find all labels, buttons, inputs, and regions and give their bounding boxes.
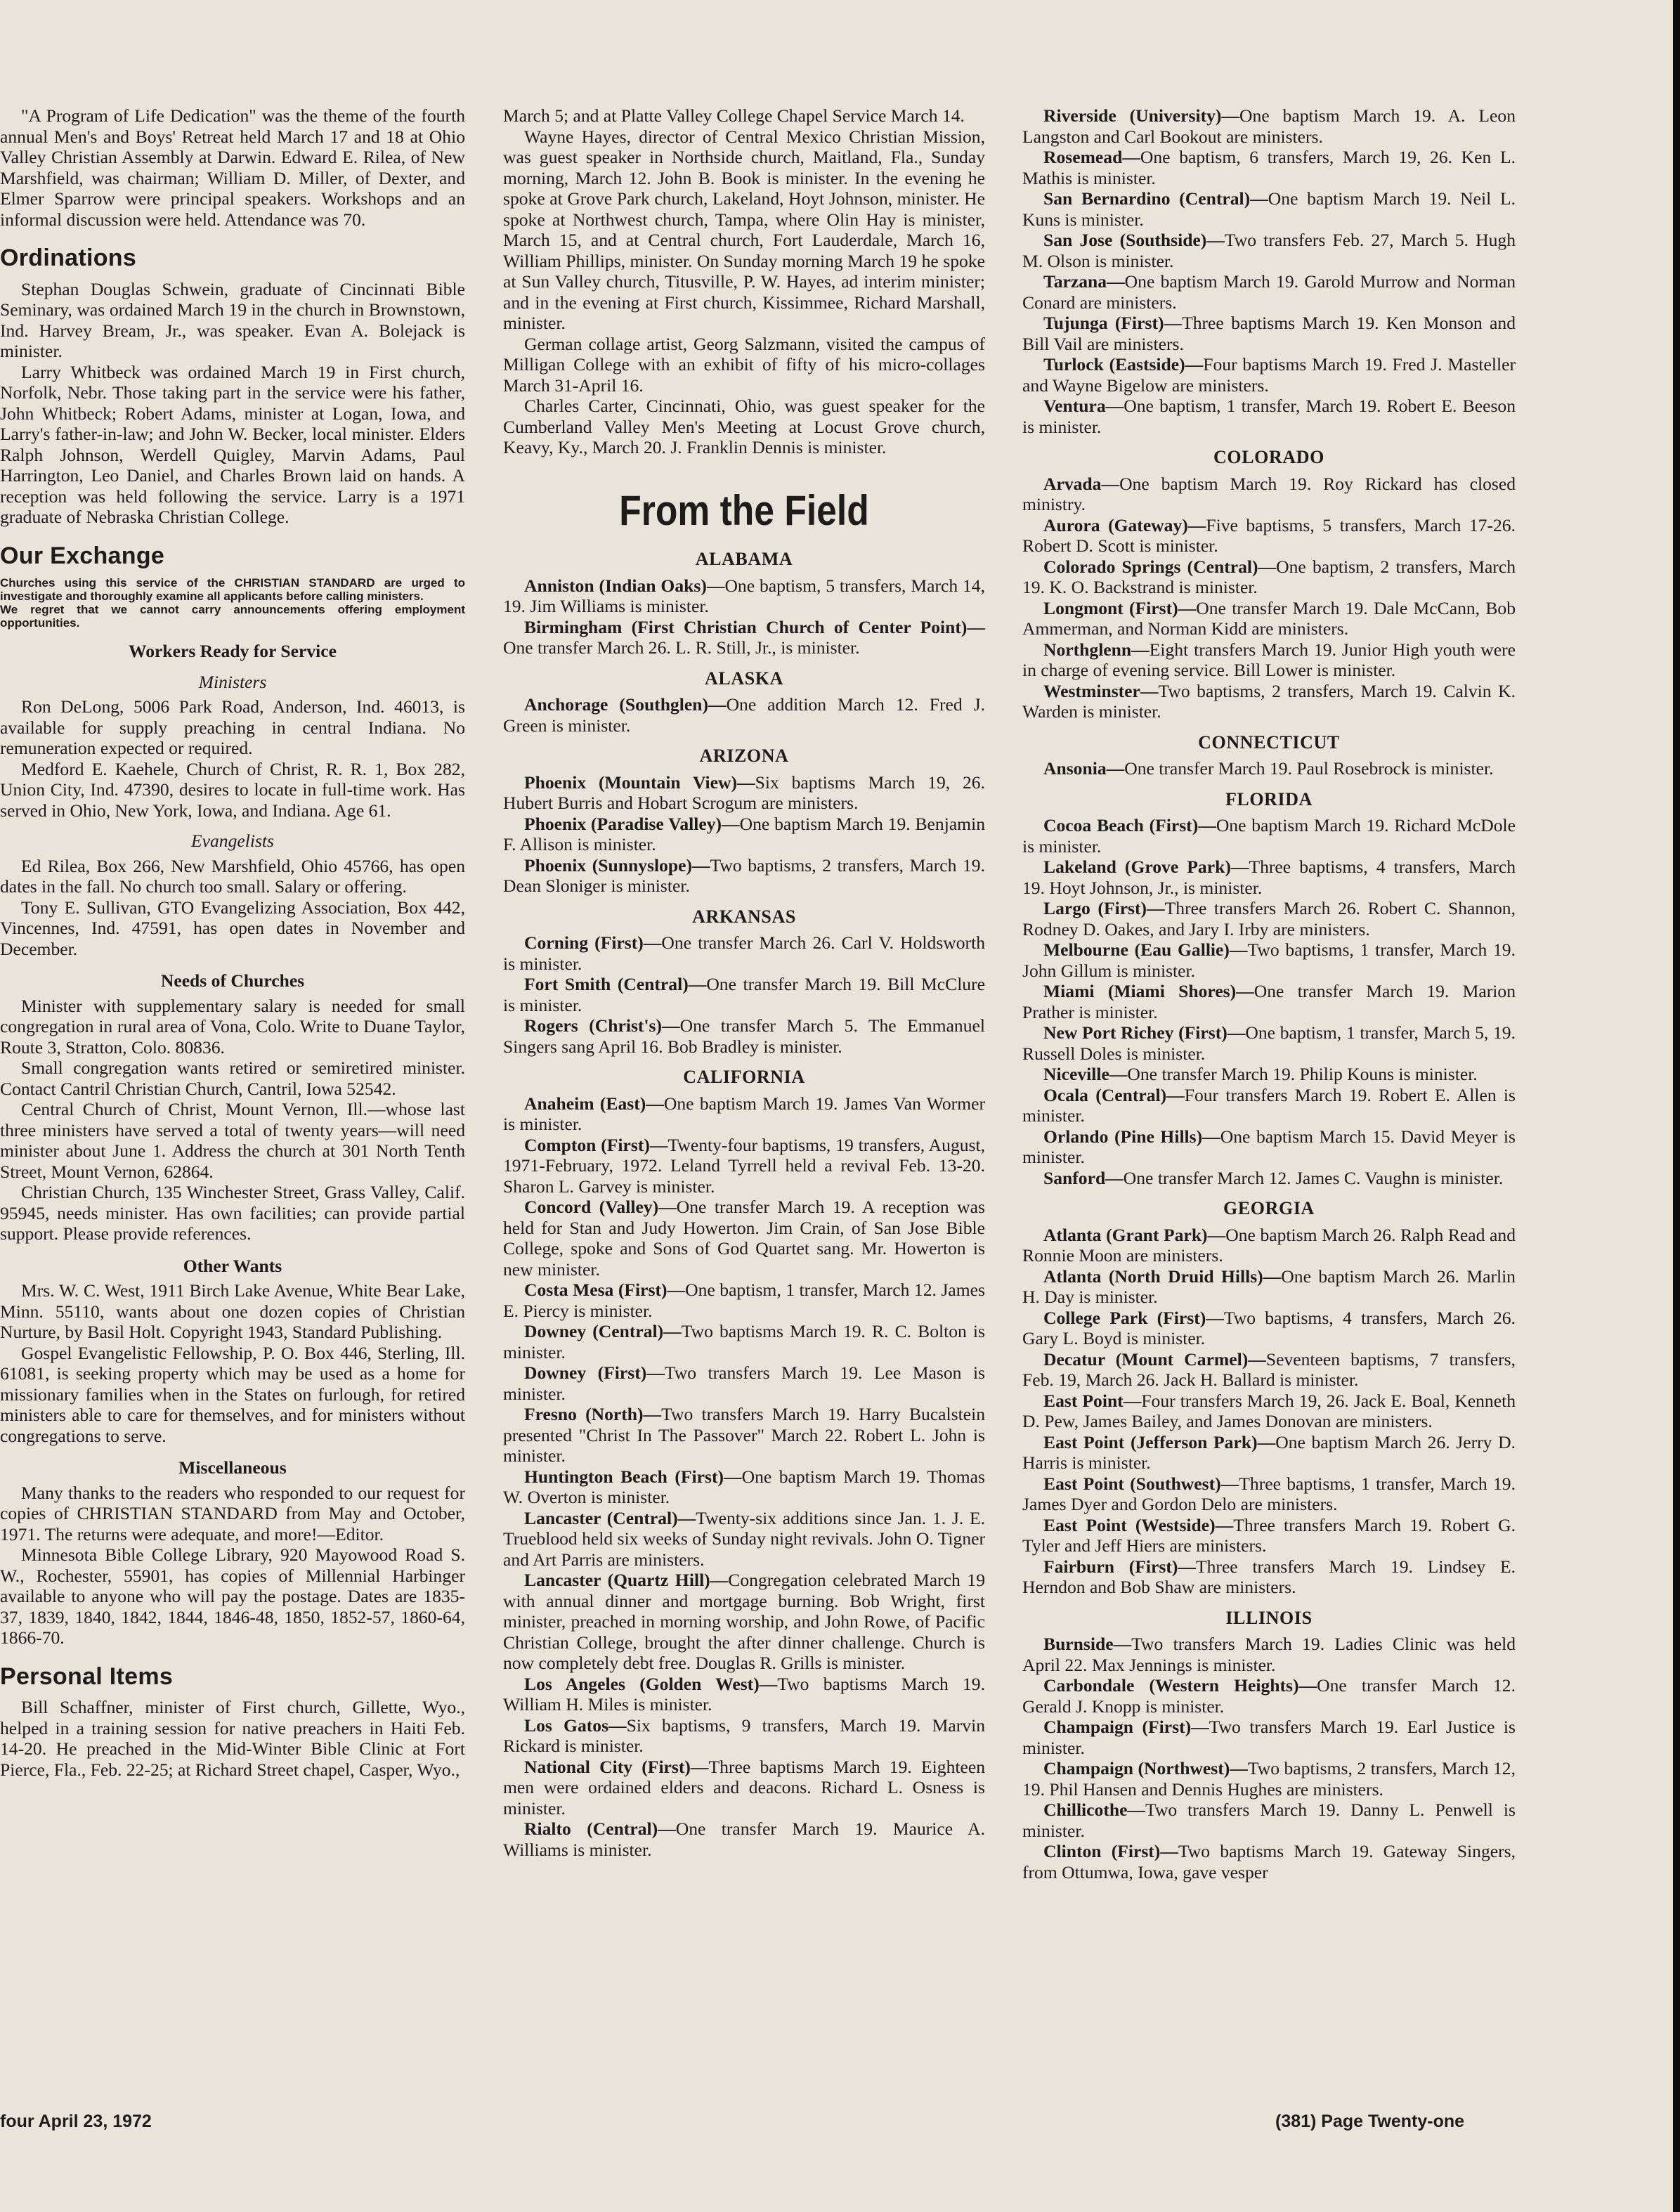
paragraph: Ventura—One baptism, 1 transfer, March 19. Robert E. Beeson is minister. [1022,396,1516,437]
misc-list [0,1483,465,1648]
paragraph: San Bernardino (Central)—One baptism March 19. Neil L. Kuns is minister. [1022,188,1516,230]
paragraph: Tarzana—One baptism March 19. Garold Murrow and Norman Conard are ministers. [1022,271,1516,313]
ministers-heading: Ministers [198,671,267,692]
ordinations-heading: Ordinations [0,245,137,271]
paragraph: Mrs. W. C. West, 1911 Birch Lake Avenue, White Bear Lake, Minn. 55110, wants about one dozen copies of Christian Nurture, by Basil Holt. Copyright 1943, Standard Publishing. [0,1280,465,1342]
paragraph: Charles Carter, Cincinnati, Ohio, was guest speaker for the Cumberland Valley Men's Meeting at Locust Grove church, Keavy, Ky., March 20. J. Franklin Dennis is minister. [503,396,985,457]
state-heading-florida: FLORIDA [1225,788,1313,809]
arkansas-list [503,932,985,1057]
paragraph: Lancaster (Central)—Twenty-six additions since Jan. 1. J. E. Trueblood held six weeks of Sunday night revivals. John O. Tigner and Art Parris are ministers. [503,1507,986,1570]
paragraph: Rialto (Central)—One transfer March 19. Maurice A. Williams is minister. [503,1819,985,1860]
paragraph: Decatur (Mount Carmel)—Seventeen baptisms, 7 transfers, Feb. 19, March 26. Jack H. Ballard is minister. [1022,1348,1516,1390]
paragraph: March 5; and at Platte Valley College Chapel Service March 14. [503,105,965,126]
paragraph: Rogers (Christ's)—One transfer March 5. The Emmanuel Singers sang April 16. Bob Bradley is minister. [503,1015,985,1057]
paragraph: Downey (Central)—Two baptisms March 19. R. C. Bolton is minister. [503,1321,985,1362]
paragraph: Ron DeLong, 5006 Park Road, Anderson, Ind. 46013, is available for supply preaching in central Indiana. No remuneration expected or required. [0,696,465,758]
paragraph: Fort Smith (Central)—One transfer March 19. Bill McClure is minister. [503,974,985,1015]
paragraph: East Point (Jefferson Park)—One baptism March 26. Jerry D. Harris is minister. [1022,1431,1516,1473]
paragraph: East Point (Westside)—Three transfers March 19. Robert G. Tyler and Jeff Hiers are ministers. [1022,1514,1516,1556]
paragraph: Small congregation wants retired or semiretired minister. Contact Cantril Christian Church, Cantril, Iowa 52542. [0,1058,465,1099]
paragraph: Niceville—One transfer March 19. Philip Kouns is minister. [1043,1064,1478,1084]
paragraph: Arvada—One baptism March 19. Roy Rickard has closed ministry. [1022,473,1516,514]
exchange-heading: Our Exchange [0,542,165,569]
paragraph: Costa Mesa (First)—One baptism, 1 transfer, March 12. James E. Piercy is minister. [503,1280,985,1321]
arizona-list [503,772,985,897]
state-heading-arkansas: ARKANSAS [692,906,796,927]
paragraph: East Point—Four transfers March 19, 26. Jack E. Boal, Kenneth D. Pew, James Bailey, and James Donovan are ministers. [1022,1390,1516,1431]
paragraph: Los Angeles (Golden West)—Two baptisms March 19. William H. Miles is minister. [503,1673,985,1715]
paragraph: Ansonia—One transfer March 19. Paul Rosebrock is minister. [1043,758,1494,779]
paragraph: Larry Whitbeck was ordained March 19 in First church, Norfolk, Nebr. Those taking part in the service were his father, John Whitbeck; Robert Adams, minister at Logan, Iowa, and Larry's father-in-law; and John W. Becker, local minister. Elders Ralph Johnson, Werdell Quigley, Marvin Adams, Paul Harrington, Leo Daniel, and Charles Brown laid on hands. A reception was held following the service. Larry is a 1971 graduate of Nebraska Christian College. [0,361,465,527]
paragraph: Phoenix (Paradise Valley)—One baptism March 19. Benjamin F. Allison is minister. [503,813,985,854]
paragraph: Fresno (North)—Two transfers March 19. Harry Bucalstein presented "Christ In The Passover" March 22. Robert L. John is minister. [503,1404,985,1466]
needs-list [0,996,465,1244]
paragraph: Corning (First)—One transfer March 26. Carl V. Holdsworth is minister. [503,932,985,974]
paragraph: Tujunga (First)—Three baptisms March 19. Ken Monson and Bill Vail are ministers. [1022,313,1516,354]
paragraph: Colorado Springs (Central)—One baptism, 2 transfers, March 19. K. O. Backstrand is minister. [1022,556,1516,597]
alabama-list [503,575,985,658]
paragraph: San Jose (Southside)—Two transfers Feb. 27, March 5. Hugh M. Olson is minister. [1022,230,1516,271]
paragraph: Los Gatos—Six baptisms, 9 transfers, March 19. Marvin Rickard is minister. [503,1715,985,1756]
paragraph: Chillicothe—Two transfers March 19. Danny L. Penwell is minister. [1022,1800,1516,1841]
paragraph: Minnesota Bible College Library, 920 Mayowood Road S. W., Rochester, 55901, has copies of Millennial Harbinger available to anyone who will pay the postage. Dates are 1835-37, 1839, 1840, 1842, 1844, 1846-48, 1850, 1852-57, 1860-64, 1866-70. [0,1544,465,1648]
paragraph: Anchorage (Southglen)—One addition March 12. Fred J. Green is minister. [503,694,985,736]
paragraph: College Park (First)—Two baptisms, 4 transfers, March 26. Gary L. Boyd is minister. [1022,1307,1516,1348]
footer-page-number: (381) Page Twenty-one [1275,2112,1465,2131]
paragraph: Ocala (Central)—Four transfers March 19. Robert E. Allen is minister. [1022,1084,1516,1126]
paragraph: Huntington Beach (First)—One baptism March 19. Thomas W. Overton is minister. [503,1466,985,1507]
paragraph: German collage artist, Georg Salzmann, visited the campus of Milligan College with an exhibit of fifty of his micro-collages March 31-April 16. [503,333,985,396]
paragraph: Longmont (First)—One transfer March 19. Dale McCann, Bob Ammerman, and Norman Kidd are ministers. [1022,597,1516,639]
page-edge [1673,0,1680,2212]
state-heading-arizona: ARIZONA [699,746,789,766]
paragraph: Compton (First)—Twenty-four baptisms, 19 transfers, August, 1971-February, 1972. Leland Tyrrell held a revival Feb. 13-20. Sharon L. Garvey is minister. [503,1134,986,1197]
paragraph: Ed Rilea, Box 266, New Marshfield, Ohio 45766, has open dates in the fall. No church too small. Salary or offering. [0,855,465,897]
paragraph: Riverside (University)—One baptism March 19. A. Leon Langston and Carl Bookout are ministers. [1022,105,1516,147]
paragraph: Phoenix (Mountain View)—Six baptisms March 19, 26. Hubert Burris and Hobart Scrogum are ministers. [503,772,985,813]
evangelists-list [0,856,465,960]
paragraph: We regret that we cannot carry announcements offering employment opportunities. [0,603,465,630]
california-continued-list [1022,105,1516,437]
paragraph: Birmingham (First Christian Church of Center Point)—One transfer March 26. L. R. Still, Jr., is minister. [503,616,985,658]
column-3 [1022,105,1516,1882]
paragraph: Minister with supplementary salary is needed for small congregation in rural area of Vona, Colo. Write to Duane Taylor, Route 3, Stratton, Colo. 80836. [0,995,465,1058]
evangelists-heading: Evangelists [191,831,274,851]
ordinations-list [0,279,465,528]
paragraph: Stephan Douglas Schwein, graduate of Cincinnati Bible Seminary, was ordained March 19 in the church in Brownstown, Ind. Harvey Bream, Jr., was speaker. Evan A. Bolejack is minister. [0,278,465,361]
paragraph: Aurora (Gateway)—Five baptisms, 5 transfers, March 17-26. Robert D. Scott is minister. [1022,514,1516,556]
paragraph: Largo (First)—Three transfers March 26. Robert C. Shannon, Rodney D. Oakes, and Jary I. Irby are ministers. [1022,898,1516,939]
paragraph: Churches using this service of the CHRISTIAN STANDARD are urged to investigate and thoroughly examine all applicants before calling ministers. [0,576,465,603]
paragraph: Fairburn (First)—Three transfers March 19. Lindsey E. Herndon and Bob Shaw are ministers. [1022,1556,1516,1597]
paragraph: Champaign (First)—Two transfers March 19. Earl Justice is minister. [1022,1717,1516,1758]
paragraph: East Point (Southwest)—Three baptisms, 1 transfer, March 19. James Dyer and Gordon Delo are ministers. [1022,1473,1516,1514]
paragraph: "A Program of Life Dedication" was the theme of the fourth annual Men's and Boys' Retreat held March 17 and 18 at Ohio Valley Christian Assembly at Darwin. Edward E. Rilea, of New Marshfield, was chairman; William D. Miller, of Dexter, and Elmer Sparrow were principal speakers. Workshops and an informal discussion were held. Attendance was 70. [0,105,465,230]
florida-list [1022,815,1516,1188]
paragraph: Medford E. Kaehele, Church of Christ, R. R. 1, Box 282, Union City, Ind. 47390, desires to locate in full-time work. Has served in Ohio, New York, Iowa, and Indiana. Age 61. [0,758,465,821]
paragraph: Many thanks to the readers who responded to our request for copies of CHRISTIAN STANDARD from May and October, 1971. The returns were adequate, and more!—Editor. [0,1482,465,1544]
paragraph: Melbourne (Eau Gallie)—Two baptisms, 1 transfer, March 19. John Gillum is minister. [1022,939,1516,981]
paragraph: New Port Richey (First)—One baptism, 1 transfer, March 5, 19. Russell Doles is minister. [1022,1022,1516,1064]
alaska-list [503,694,985,736]
paragraph: Christian Church, 135 Winchester Street, Grass Valley, Calif. 95945, needs minister. Has own facilities; can provide partial support. Please provide references. [0,1182,465,1244]
georgia-list [1022,1225,1516,1598]
paragraph: Orlando (Pine Hills)—One baptism March 15. David Meyer is minister. [1022,1126,1516,1167]
paragraph: Central Church of Christ, Mount Vernon, Ill.—whose last three ministers have served a total of twenty years—will need minister about June 1. Address the church at 301 North Tenth Street, Mount Vernon, 62864. [0,1099,465,1182]
paragraph: Concord (Valley)—One transfer March 19. A reception was held for Stan and Judy Howerton. Jim Crain, of San Jose Bible College, spoke and Sons of God Quartet sang. Mr. Howerton is new minister. [503,1197,985,1280]
illinois-list [1022,1634,1516,1882]
paragraph: Lakeland (Grove Park)—Three baptisms, 4 transfers, March 19. Hoyt Johnson, Jr., is minister. [1022,857,1516,898]
paragraph: Miami (Miami Shores)—One transfer March 19. Marion Prather is minister. [1022,981,1516,1022]
state-heading-colorado: COLORADO [1213,447,1324,467]
paragraph: Westminster—Two baptisms, 2 transfers, March 19. Calvin K. Warden is minister. [1022,680,1516,722]
column-2 [503,105,985,1860]
personal-list [0,1697,465,1780]
colorado-list [1022,474,1516,722]
paragraph: Anniston (Indian Oaks)—One baptism, 5 transfers, March 14, 19. Jim Williams is minister. [503,575,985,616]
paragraph: National City (First)—Three baptisms March 19. Eighteen men were ordained elders and deacons. Richard L. Osness is minister. [503,1756,985,1819]
news-paragraphs [503,105,985,458]
paragraph: Champaign (Northwest)—Two baptisms, 2 transfers, March 12, 19. Phil Hansen and Dennis Hughes are ministers. [1022,1758,1516,1800]
paragraph: Anaheim (East)—One baptism March 19. James Van Wormer is minister. [503,1093,985,1134]
exchange-note [0,576,465,630]
paragraph: Phoenix (Sunnyslope)—Two baptisms, 2 transfers, March 19. Dean Sloniger is minister. [503,854,985,896]
paragraph: Bill Schaffner, minister of First church, Gillette, Wyo., helped in a training session for native preachers in Haiti Feb. 14-20. He preached in the Mid-Winter Bible Clinic at Fort Pierce, Fla., Feb. 22-25; at Richard Street chapel, Casper, Wyo., [0,1697,465,1780]
paragraph: Carbondale (Western Heights)—One transfer March 12. Gerald J. Knopp is minister. [1022,1675,1516,1717]
paragraph: Cocoa Beach (First)—One baptism March 19. Richard McDole is minister. [1022,815,1516,857]
paragraph: Burnside—Two transfers March 19. Ladies Clinic was held April 22. Max Jennings is minister. [1022,1634,1516,1675]
state-heading-illinois: ILLINOIS [1225,1607,1313,1628]
state-heading-california: CALIFORNIA [683,1067,805,1087]
intro-section [0,105,465,230]
ministers-list [0,696,465,821]
paragraph: Tony E. Sullivan, GTO Evangelizing Association, Box 442, Vincennes, Ind. 47591, has open dates in November and December. [0,897,465,959]
personal-heading: Personal Items [0,1663,174,1690]
wants-list [0,1280,465,1446]
paragraph: Atlanta (North Druid Hills)—One baptism March 26. Marlin H. Day is minister. [1022,1266,1516,1307]
paragraph: Clinton (First)—Two baptisms March 19. Gateway Singers, from Ottumwa, Iowa, gave vesper [1022,1841,1516,1882]
california-list [503,1093,985,1861]
workers-heading: Workers Ready for Service [129,641,337,661]
state-heading-alabama: ALABAMA [695,549,793,569]
paragraph: Atlanta (Grant Park)—One baptism March 26. Ralph Read and Ronnie Moon are ministers. [1022,1224,1516,1266]
column-1 [0,105,465,1780]
state-heading-alaska: ALASKA [705,668,783,689]
state-heading-connecticut: CONNECTICUT [1198,731,1340,753]
needs-heading: Needs of Churches [160,970,305,991]
paragraph: Downey (First)—Two transfers March 19. Lee Mason is minister. [503,1362,986,1404]
paragraph: Lancaster (Quartz Hill)—Congregation celebrated March 19 with annual dinner and mortgage burning. Bob Wright, first minister, preached in morning worship, and John Rowe, of Pacific Christian College, brought the after dinner challenge. Church is now completely debt free. Douglas R. Grills is minister. [503,1570,985,1673]
footer-date: four April 23, 1972 [0,2112,152,2131]
state-heading-georgia: GEORGIA [1223,1198,1315,1218]
paragraph: Wayne Hayes, director of Central Mexico Christian Mission, was guest speaker in Northside church, Maitland, Fla., Sunday morning, March 12. John B. Book is minister. In the evening he spoke at Grove Park church, Lakeland, Hoyt Johnson, minister. He spoke at Northwest church, Tampa, where Olin Hay is minister, March 15, and at Central church, Fort Lauderdale, March 16, William Phillips, minister. On Sunday morning March 19 he spoke at Sun Valley church, Titusville, P. W. Hayes, ad interim minister; and in the evening at First church, Kissimmee, Richard Marshall, minister. [503,126,985,333]
paragraph: Gospel Evangelistic Fellowship, P. O. Box 446, Sterling, Ill. 61081, is seeking property which may be used as a home for missionary families when in the States on furlough, for retired ministers able to care for themselves, and for ministers without congregations to serve. [0,1342,465,1446]
paragraph: Northglenn—Eight transfers March 19. Junior High youth were in charge of evening service. Bill Lower is minister. [1022,639,1516,680]
wants-heading: Other Wants [183,1255,282,1276]
connecticut-list [1022,758,1516,779]
paragraph: Rosemead—One baptism, 6 transfers, March 19, 26. Ken L. Mathis is minister. [1022,147,1516,188]
misc-heading: Miscellaneous [178,1457,287,1478]
from-the-field-title: From the Field [619,486,869,534]
paragraph: Sanford—One transfer March 12. James C. Vaughn is minister. [1043,1167,1504,1188]
paragraph: Turlock (Eastside)—Four baptisms March 19. Fred J. Masteller and Wayne Bigelow are ministers. [1022,354,1516,396]
